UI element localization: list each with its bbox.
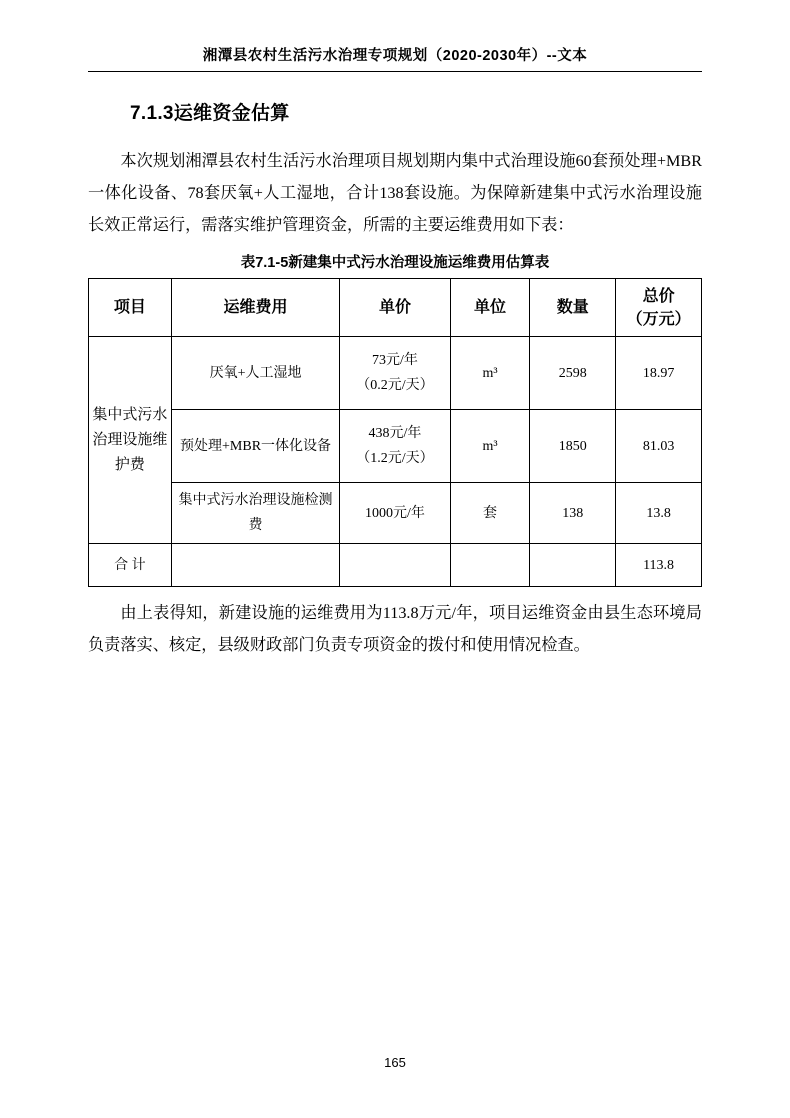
table-header-row <box>89 279 702 337</box>
paragraph-intro: 本次规划湘潭县农村生活污水治理项目规划期内集中式治理设施60套预处理+MBR一体化设备、78套厌氧+人工湿地，合计138套设施。为保障新建集中式污水治理设施长效正常运行，需落实维护管理资金，所需的主要运维费用如下表： <box>88 152 702 234</box>
table-row <box>89 483 702 544</box>
row0-price <box>340 337 450 410</box>
row1-price <box>340 410 450 483</box>
row0-price-line2: （0.2元/天） <box>356 378 434 393</box>
table-summary-row <box>89 544 702 587</box>
header-total-price-line1: 总价 <box>642 287 675 305</box>
table-row <box>89 410 702 483</box>
row1-qty: 1850 <box>530 410 616 483</box>
table-caption: 表7.1-5新建集中式污水治理设施运维费用估算表 <box>240 255 550 271</box>
paragraph-conclusion: 由上表得知，新建设施的运维费用为113.8万元/年，项目运维资金由县生态环境局负责落实、核定，县级财政部门负责专项资金的拨付和使用情况检查。 <box>88 604 702 654</box>
summary-blank-2 <box>340 544 450 587</box>
row1-total: 81.03 <box>616 410 702 483</box>
group-label-cell: 集中式污水治理设施维护费 <box>89 337 172 544</box>
section-heading: 7.1.3运维资金估算 <box>130 103 290 124</box>
table-row <box>89 337 702 410</box>
row2-qty: 138 <box>530 483 616 544</box>
row0-price-line1: 73元/年 <box>372 353 418 368</box>
row2-item: 集中式污水治理设施检测费 <box>171 483 340 544</box>
summary-label: 合 计 <box>89 544 172 587</box>
page-content <box>88 44 702 667</box>
summary-blank-4 <box>530 544 616 587</box>
row2-price: 1000元/年 <box>340 483 450 544</box>
row1-unit: m³ <box>450 410 530 483</box>
row0-qty: 2598 <box>530 337 616 410</box>
header-unit: 单位 <box>450 279 530 337</box>
header-unit-price: 单价 <box>340 279 450 337</box>
row0-total: 18.97 <box>616 337 702 410</box>
row0-unit: m³ <box>450 337 530 410</box>
running-header: 湘潭县农村生活污水治理专项规划（2020-2030年）--文本 <box>88 44 702 72</box>
header-quantity: 数量 <box>530 279 616 337</box>
row2-unit: 套 <box>450 483 530 544</box>
summary-total: 113.8 <box>616 544 702 587</box>
summary-blank-1 <box>171 544 340 587</box>
maintenance-cost-table <box>88 278 702 587</box>
header-total-price <box>616 279 702 337</box>
summary-blank-3 <box>450 544 530 587</box>
header-maintenance-fee: 运维费用 <box>171 279 340 337</box>
row1-item: 预处理+MBR一体化设备 <box>171 410 340 483</box>
row0-item: 厌氧+人工湿地 <box>171 337 340 410</box>
header-item: 项目 <box>89 279 172 337</box>
row2-total: 13.8 <box>616 483 702 544</box>
header-total-price-line2: （万元） <box>626 310 691 328</box>
page-number: 165 <box>384 1055 406 1070</box>
row1-price-line1: 438元/年 <box>368 426 422 441</box>
row1-price-line2: （1.2元/天） <box>356 451 434 466</box>
